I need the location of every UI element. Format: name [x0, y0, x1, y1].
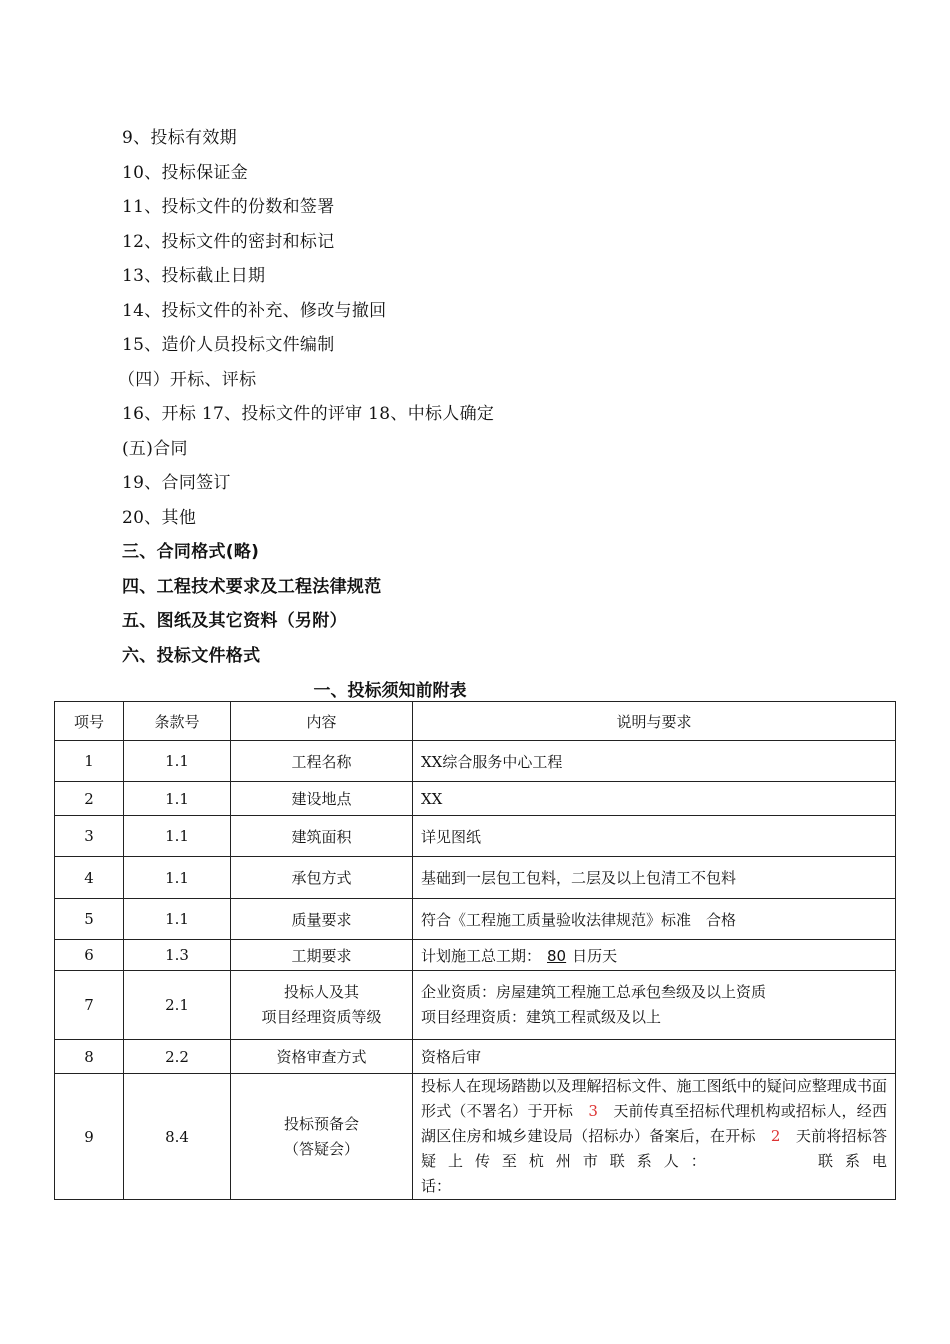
cell-desc: XX综合服务中心工程	[413, 741, 896, 782]
cell-content: 工程名称	[231, 741, 413, 782]
header-content: 内容	[231, 702, 413, 741]
cell-clause: 1.1	[124, 816, 231, 857]
cell-desc: 基础到一层包工包料，二层及以上包清工不包料	[413, 857, 896, 899]
cell-desc	[413, 971, 896, 1040]
cell-content: 资格审查方式	[231, 1040, 413, 1074]
desc-text: 天前传真至招标代理机构或招标人，经西湖区住房和城乡建设局（招标办）备案后，在开标	[421, 1102, 887, 1145]
table-row	[55, 741, 896, 782]
cell-desc	[413, 940, 896, 971]
table-row	[55, 1040, 896, 1074]
duration-label: 计划施工总工期：	[421, 946, 542, 965]
cell-clause: 2.1	[124, 971, 231, 1040]
cell-clause: 1.1	[124, 899, 231, 940]
header-description: 说明与要求	[413, 702, 896, 741]
cell-no: 5	[55, 899, 124, 940]
desc-text: 话：	[421, 1177, 452, 1195]
cell-clause: 1.1	[124, 782, 231, 816]
cell-clause: 1.1	[124, 857, 231, 899]
content-line: （答疑会）	[283, 1139, 359, 1158]
cell-clause: 1.1	[124, 741, 231, 782]
duration-value: 80	[547, 946, 567, 965]
toc-item: 12、投标文件的密封和标记	[122, 231, 335, 252]
table-row	[55, 899, 896, 940]
desc-line: 项目经理资质：建筑工程贰级及以上	[421, 1008, 662, 1026]
toc-chapter: 五、图纸及其它资料（另附）	[122, 611, 347, 631]
header-item-no: 项号	[55, 702, 124, 741]
cell-desc: 符合《工程施工质量验收法律规范》标准 合格	[413, 899, 896, 940]
cell-no: 8	[55, 1040, 124, 1074]
bid-instructions-table	[54, 701, 896, 1200]
toc-chapter: 三、合同格式(略)	[122, 542, 260, 562]
table-of-contents	[118, 121, 495, 673]
desc-text: 天前将招标答疑上传至杭州市联系人： 联系电	[421, 1127, 887, 1170]
desc-text: 投标人在现场踏勘以及理解招标文件、施工图纸中的疑问应整理成书面形式（不署名）于开标	[421, 1077, 887, 1120]
toc-item: 20、其他	[122, 507, 197, 528]
cell-no: 3	[55, 816, 124, 857]
table-row	[55, 857, 896, 899]
cell-content: 建筑面积	[231, 816, 413, 857]
cell-content: 工期要求	[231, 940, 413, 971]
cell-no: 7	[55, 971, 124, 1040]
cell-desc: XX	[413, 782, 896, 816]
cell-no: 1	[55, 741, 124, 782]
toc-item: 16、开标 17、投标文件的评审 18、中标人确定	[122, 404, 495, 424]
toc-section: （四）开标、评标	[118, 369, 257, 390]
days-value: 3	[588, 1102, 598, 1120]
cell-content	[231, 1074, 413, 1200]
table-header-row	[55, 702, 896, 741]
cell-clause: 8.4	[124, 1074, 231, 1200]
table-row	[55, 782, 896, 816]
toc-item: 15、造价人员投标文件编制	[122, 335, 335, 355]
cell-desc	[413, 1074, 896, 1200]
cell-content: 承包方式	[231, 857, 413, 899]
cell-no: 6	[55, 940, 124, 971]
days-value: 2	[770, 1127, 781, 1145]
toc-item: 19、合同签订	[122, 473, 231, 493]
cell-content	[231, 971, 413, 1040]
table-title: 一、投标须知前附表	[313, 681, 467, 701]
table-row	[55, 940, 896, 971]
cell-desc: 详见图纸	[413, 816, 896, 857]
toc-chapter: 六、投标文件格式	[122, 645, 261, 666]
cell-no: 9	[55, 1074, 124, 1200]
cell-desc: 资格后审	[413, 1040, 896, 1074]
cell-content: 质量要求	[231, 899, 413, 940]
toc-chapter: 四、工程技术要求及工程法律规范	[122, 576, 382, 597]
header-clause-no: 条款号	[124, 702, 231, 741]
toc-item: 13、投标截止日期	[122, 266, 266, 286]
cell-content: 建设地点	[231, 782, 413, 816]
duration-unit: 日历天	[572, 946, 618, 965]
content-line: 投标人及其	[283, 983, 359, 1001]
toc-item: 11、投标文件的份数和签署	[122, 197, 335, 217]
toc-item: 9、投标有效期	[122, 128, 237, 148]
cell-clause: 1.3	[124, 940, 231, 971]
cell-no: 4	[55, 857, 124, 899]
desc-line: 企业资质：房屋建筑工程施工总承包叁级及以上资质	[421, 983, 767, 1001]
content-line: 投标预备会	[283, 1114, 359, 1133]
table-row	[55, 1074, 896, 1200]
toc-item: 14、投标文件的补充、修改与撤回	[122, 300, 387, 321]
toc-section: (五)合同	[122, 438, 188, 459]
toc-item: 10、投标保证金	[122, 162, 249, 183]
table-row	[55, 971, 896, 1040]
table-row	[55, 816, 896, 857]
cell-clause: 2.2	[124, 1040, 231, 1074]
content-line: 项目经理资质等级	[261, 1008, 382, 1026]
cell-no: 2	[55, 782, 124, 816]
